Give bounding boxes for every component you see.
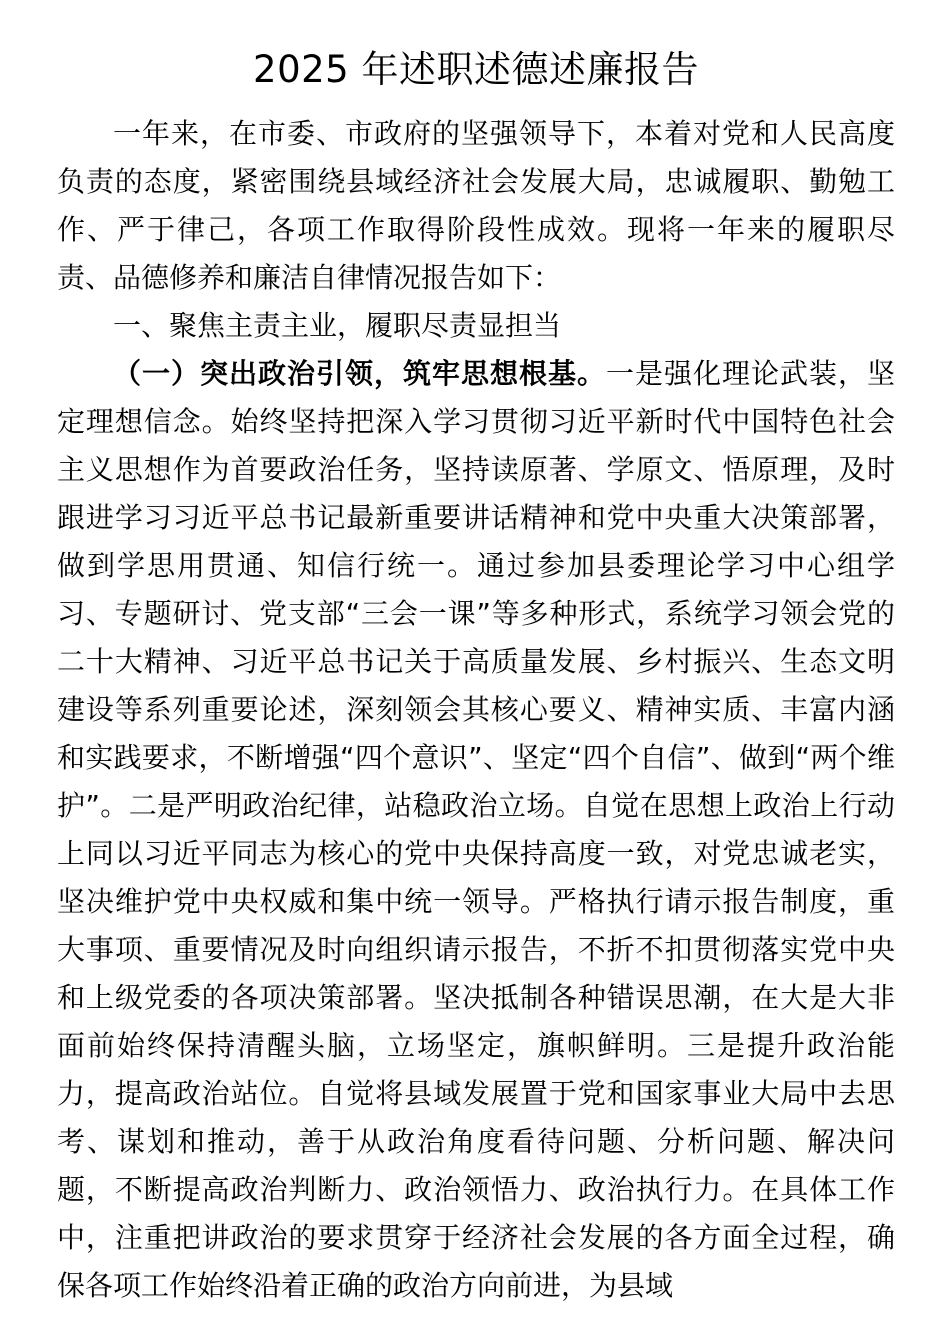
document-body (57, 44, 895, 1310)
opening-paragraph: 一年来，在市委、市政府的坚强领导下，本着对党和人民高度负责的态度，紧密围绕县域经济社会发展大局，忠诚履职、勤勉工作、严于律己，各项工作取得阶段性成效。现将一年来的履职尽责、品德修养和廉洁自律情况报告如下： (57, 117, 895, 294)
subsection-one-bold-lead: （一）突出政治引领，筑牢思想根基。 (113, 357, 606, 390)
subsection-one-paragraph (57, 350, 895, 1310)
subsection-one-body: 一是强化理论武装，坚定理想信念。始终坚持把深入学习贯彻习近平新时代中国特色社会主义思想作为首要政治任务，坚持读原著、学原文、悟原理，及时跟进学习习近平总书记最新重要讲话精神和党中央重大决策部署，做到学思用贯通、知信行统一。通过参加县委理论学习中心组学习、专题研讨、党支部“三会一课”等多种形式，系统学习领会党的二十大精神、习近平总书记关于高质量发展、乡村振兴、生态文明建设等系列重要论述，深刻领会其核心要义、精神实质、丰富内涵和实践要求，不断增强“四个意识”、坚定“四个自信”、做到“两个维护”。二是严明政治纪律，站稳政治立场。自觉在思想上政治上行动上同以习近平同志为核心的党中央保持高度一致，对党忠诚老实，坚决维护党中央权威和集中统一领导。严格执行请示报告制度，重大事项、重要情况及时向组织请示报告，不折不扣贯彻落实党中央和上级党委的各项决策部署。坚决抵制各种错误思潮，在大是大非面前始终保持清醒头脑，立场坚定，旗帜鲜明。三是提升政治能力，提高政治站位。自觉将县域发展置于党和国家事业大局中去思考、谋划和推动，善于从政治角度看待问题、分析问题、解决问题，不断提高政治判断力、政治领悟力、政治执行力。在具体工作中，注重把讲政治的要求贯穿于经济社会发展的各方面全过程，确保各项工作始终沿着正确的政治方向前进，为县域 (57, 357, 895, 1302)
page-title: 2025 年述职述德述廉报告 (253, 48, 699, 91)
section-heading-one: 一、聚焦主责主业，履职尽责显担当 (113, 309, 562, 342)
